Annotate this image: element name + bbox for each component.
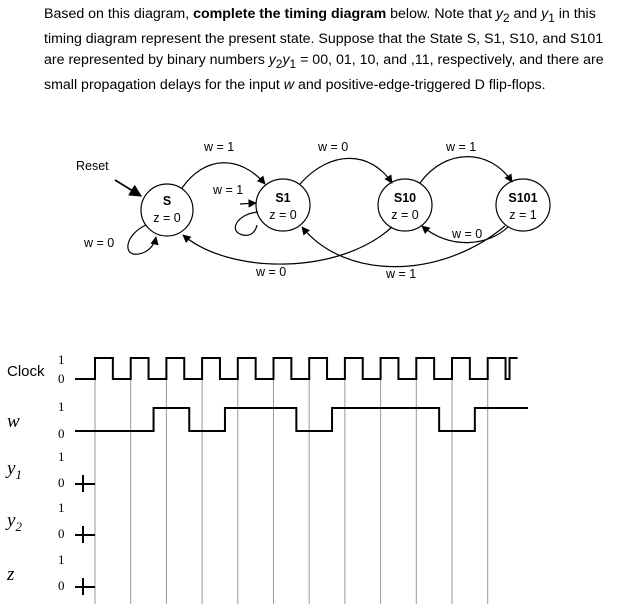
transition-s10-to-s-label: w = 0 xyxy=(256,265,287,279)
clock-level-low: 0 xyxy=(58,371,65,386)
reset-label: Reset xyxy=(76,159,109,173)
state-s101-name: S101 xyxy=(508,191,538,205)
timing-diagram xyxy=(5,352,528,604)
state-s10 xyxy=(378,179,432,231)
state-s-output: z = 0 xyxy=(153,211,181,225)
state-s101-output: z = 1 xyxy=(509,208,537,222)
y2-start-stub xyxy=(75,526,95,543)
y2-level-low: 0 xyxy=(58,526,65,541)
z-start-stub xyxy=(75,578,95,595)
problem-statement: Based on this diagram, complete the timing diagram below. Note that $y_2$ and $y_1$ in this timing diagram represent the present state. Suppose that the State S, S1, S10, and S101 are represented by binary numbers $y_2y_1 = 00$, 01, 10, and ,11, respectively, and there are small propagation delays for the input w and positive-edge-triggered D flip-flops. xyxy=(44,6,604,93)
transition-s1-to-s10-label: w = 0 xyxy=(318,140,349,154)
reset-arrow xyxy=(115,180,141,196)
signal-name-y2: $y_2$ xyxy=(7,510,22,534)
z-level-high: 1 xyxy=(58,552,65,567)
state-s1-name: S1 xyxy=(275,191,291,205)
transition-s1-self-label: w = 1 xyxy=(213,183,244,197)
y1-start-stub xyxy=(75,475,95,492)
state-diagram xyxy=(76,140,550,281)
w-level-low: 0 xyxy=(58,426,65,441)
signal-name-z: z xyxy=(7,564,15,585)
state-s1-output: z = 0 xyxy=(269,208,297,222)
w-waveform xyxy=(75,408,528,431)
w-level-high: 1 xyxy=(58,399,65,414)
transition-s101-to-s1-label: w = 1 xyxy=(386,267,417,281)
transition-s-to-s1-label: w = 1 xyxy=(204,140,235,154)
state-s101 xyxy=(496,179,550,231)
clock-waveform xyxy=(75,358,518,379)
signal-name-y1: $y_1$ xyxy=(7,458,22,482)
state-s xyxy=(141,184,193,236)
transition-s10-to-s101 xyxy=(420,157,512,183)
signal-name-w: w xyxy=(7,411,20,432)
state-s10-name: S10 xyxy=(393,191,417,205)
signal-name-clock: Clock xyxy=(7,363,45,380)
y1-level-high: 1 xyxy=(58,449,65,464)
transition-s-self xyxy=(128,225,156,254)
state-s10-output: z = 0 xyxy=(391,208,419,222)
y1-level-low: 0 xyxy=(58,475,65,490)
transition-s1-self-arrow xyxy=(240,203,256,204)
transition-s-self-label: w = 0 xyxy=(84,236,115,250)
y2-level-high: 1 xyxy=(58,500,65,515)
z-level-low: 0 xyxy=(58,578,65,593)
transition-s101-to-s10-label: w = 0 xyxy=(452,227,483,241)
timing-gridlines xyxy=(95,358,488,604)
transition-s10-to-s xyxy=(183,227,392,264)
state-s1 xyxy=(256,179,310,231)
transition-s10-to-s101-label: w = 1 xyxy=(446,140,477,154)
transition-s1-to-s10 xyxy=(300,158,392,184)
state-s-name: S xyxy=(162,194,172,208)
clock-level-high: 1 xyxy=(58,352,65,367)
transition-s1-self xyxy=(235,212,258,235)
